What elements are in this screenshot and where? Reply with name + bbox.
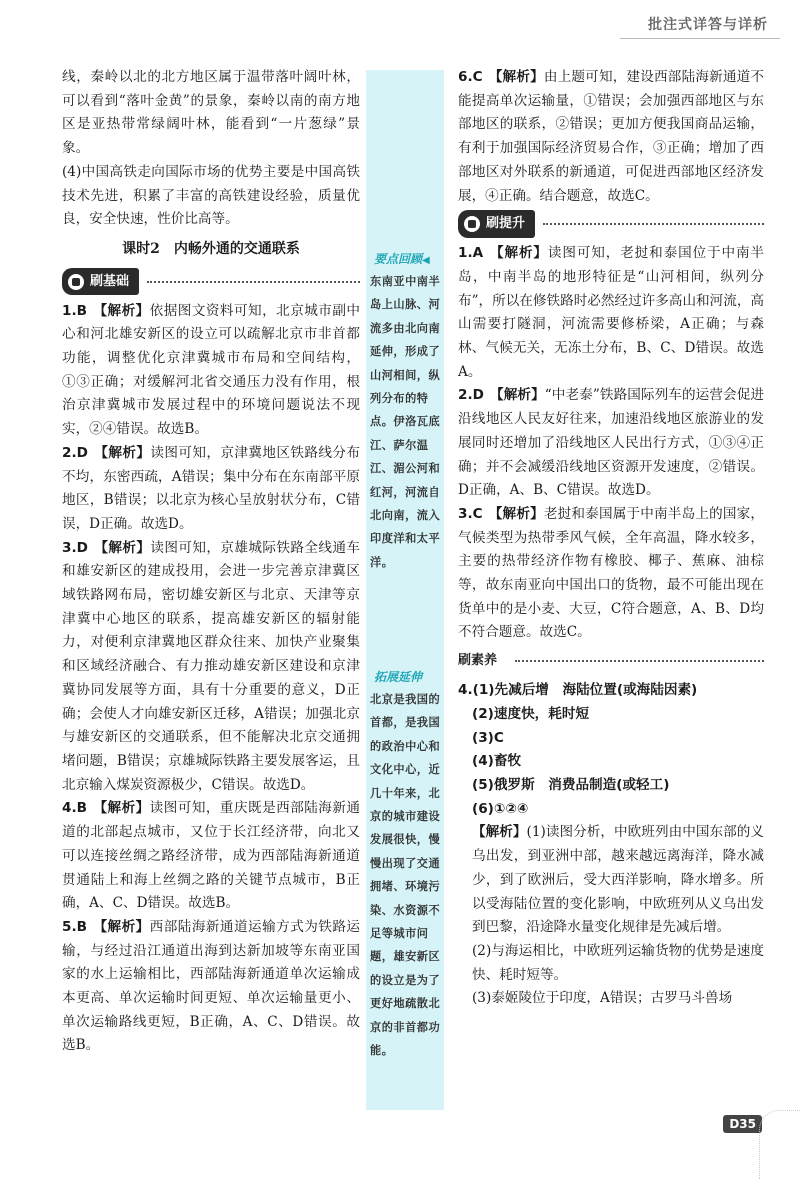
item-number: 6. [458, 69, 473, 85]
item-answer: B [76, 918, 87, 935]
item-answer: D [76, 444, 88, 461]
right-column [458, 66, 764, 1011]
item-answer: C [472, 69, 483, 85]
item-answer: D [472, 387, 484, 404]
analysis-tag: 【解析】 [93, 302, 150, 319]
sidebar-note-review: 东南亚中南半岛上山脉、河流多由北向南延伸，形成了山河相间，纵列分布的特点。伊洛瓦底江、萨尔温江、湄公河和红河，河流自北向南，流入印度洋和太平洋。 [370, 274, 441, 569]
q4-analysis-3: (3)泰姬陵位于印度，A错误；古罗马斗兽场 [472, 990, 733, 1007]
section-basic-label: 刷基础 [90, 273, 130, 289]
item-answer: A [472, 245, 484, 262]
q4-answer-line-1 [458, 679, 764, 703]
q4-answer-line-3: (3)C [472, 729, 504, 746]
item-number: 2. [458, 387, 473, 404]
item-text: 读图可知，京雄城际铁路全线通车和雄安新区的建成投用，会进一步完善京津冀区域铁路网布局，密切雄安新区与北京、天津等京津冀中心地区的联系，提高雄安新区的辐射能力，对便利京津冀地区群众往来、加快产业聚集和区域经济融合、有力推动雄安新区建设和京津冀协同发展等方面，具有十分重要的意义，D正确；会使人才向雄安新区迁移，A错误；加强北京与雄安新区的交通联系，但不能解决北京交通拥堵问题，B错误；京雄城际铁路主要发展客运，且北京输入煤炭资源极少，C错误。故选D。 [62, 539, 361, 793]
intro-paragraph-1: 线，秦岭以北的北方地区属于温带落叶阔叶林，可以看到“落叶金黄”的景象，秦岭以南的南方地区是亚热带常绿阔叶林，能看到“一片葱绿”景象。 [62, 69, 360, 157]
sidebar-title-extend: 拓展延伸 [374, 670, 423, 684]
item-text: “中老泰”铁路国际列车的运营会促进沿线地区人民友好往来，加速沿线地区旅游业的发展同时还增加了沿线地区人民出行方式，①③④正确；并不会减缓沿线地区资源开发速度，②错误。D正确，A、B、C错误。故选D。 [458, 387, 764, 499]
header-rule [620, 38, 780, 39]
q4-answer-line-5: (5)俄罗斯 消费品制造(或轻工) [472, 776, 670, 793]
item-answer: B [76, 302, 87, 319]
pencil-icon [464, 216, 480, 232]
intro-paragraph-2: (4)中国高铁走向国际市场的优势主要是中国高铁技术先进，积累了丰富的高铁建设经验，质量优良，安全快速，性价比高等。 [62, 163, 360, 228]
sidebar-title-review-text: 要点回顾 [374, 252, 423, 266]
answer-item-1 [62, 300, 360, 442]
answer-item-2 [62, 442, 360, 537]
section-improve-header [458, 212, 764, 236]
analysis-tag: 【解析】 [488, 505, 544, 522]
dotted-divider [147, 281, 360, 283]
answer-item-6 [458, 66, 764, 208]
item-number: 3. [458, 505, 473, 522]
analysis-tag: 【解析】 [489, 387, 545, 404]
dotted-divider [515, 660, 764, 662]
answer-item-4 [62, 797, 360, 916]
item-number: 5. [62, 918, 77, 935]
left-column [62, 66, 360, 1058]
q4-analysis-1 [458, 821, 764, 940]
item-number: 1. [458, 245, 473, 262]
section-literacy-badge [458, 647, 507, 675]
q4-line: (1)先减后增 海陆位置(或海陆因素) [472, 682, 698, 699]
analysis-text: (1)读图分析，中欧班列由中国东部的义乌出发，到亚洲中部，越来越远离海洋，降水减少，到了欧洲后，受大西洋影响，降水增多。所以受海陆位置的变化影响，中欧班列从义乌出发到巴黎，沿途降水量变化规律是先减后增。 [472, 824, 764, 936]
header-title: 批注式详答与详析 [648, 17, 768, 33]
analysis-tag: 【解析】 [93, 539, 151, 556]
section-basic-header [62, 270, 360, 294]
item-answer: C [472, 505, 483, 522]
section-improve-badge [458, 210, 535, 238]
item-text: 依据图文资料可知，北京城市副中心和河北雄安新区的设立可以疏解北京市非首都功能，调整优化京津冀城市布局和空间结构，①③正确；对缓解河北省交通压力没有作用，根治京津冀城市发展过程中的环境问题说法不现实，②④错误。故选B。 [62, 302, 361, 438]
improve-item-1 [458, 242, 764, 384]
lesson-title: 课时2 内畅外通的交通联系 [122, 240, 300, 257]
item-text: 读图可知，京津冀地区铁路线分布不均，东密西疏，A错误；集中分布在东南部平原地区，B错误；以北京为核心呈放射状分布，C错误，D正确。故选D。 [62, 444, 361, 532]
item-text: 西部陆海新通道运输方式为铁路运输，与经过沿江通道出海到达新加坡等东南亚国家的水上运输相比，西部陆海新通道单次运输成本更高、单次运输时间更短、单次运输量更小、单次运输路线更短，B正确，A、C、D错误。故选B。 [62, 918, 361, 1054]
analysis-tag: 【解析】 [93, 800, 150, 817]
analysis-tag: 【解析】 [472, 824, 527, 841]
section-literacy-label: 刷素养 [458, 653, 498, 669]
item-number: 3. [62, 539, 77, 556]
section-improve-label: 刷提升 [486, 216, 526, 232]
sidebar-note-extend: 北京是我国的首都，是我国的政治中心和文化中心，近几十年来，北京的城市建设发展很快，慢慢出现了交通拥堵、环境污染、水资源不足等城市问题，雄安新区的设立是为了更好地疏散北京的非首都功能。 [370, 692, 441, 1058]
answer-item-5 [62, 916, 360, 1058]
item-number: 4. [62, 800, 77, 817]
item-answer: D [76, 539, 88, 556]
item-text: 读图可知，重庆既是西部陆海新通道的北部起点城市，又位于长江经济带，向北又可以连接丝绸之路经济带，成为西部陆海新通道贯通陆上和海上丝绸之路的关键节点城市，B正确，A、C、D错误。故选B。 [62, 800, 361, 912]
arrow-left-icon: ◀ [422, 255, 430, 266]
analysis-tag: 【解析】 [93, 918, 150, 935]
item-number: 1. [62, 302, 77, 319]
section-basic-badge [62, 268, 139, 296]
improve-item-3 [458, 503, 764, 645]
analysis-tag: 【解析】 [489, 245, 548, 262]
page-number: D35 [723, 1115, 762, 1133]
answer-item-3 [62, 537, 360, 798]
page-corner-decoration [759, 1110, 800, 1179]
q4-analysis-2: (2)与海运相比，中欧班列运输货物的优势是速度快、耗时短等。 [472, 942, 764, 983]
item-number: 2. [62, 444, 77, 461]
q4-answer-line-2: (2)速度快，耗时短 [472, 705, 590, 722]
item-text: 读图可知，老挝和泰国位于中南半岛，中南半岛的地形特征是“山河相间，纵列分布”，所以在修铁路时必然经过许多高山和河流，高山需要打隧洞，河流需要修桥梁，A正确；与森林、气候无关，无冻土分布，B、C、D错误。故选A。 [458, 245, 765, 380]
item-text: 老挝和泰国属于中南半岛上的国家，气候类型为热带季风气候，全年高温，降水较多，主要的热带经济作物有橡胶、椰子、蕉麻、油棕等，故东南亚向中国出口的货物，最不可能出现在货单中的是小麦、大豆，C符合题意，A、B、D均不符合题意。故选C。 [458, 505, 765, 641]
sidebar-title-review [374, 250, 430, 267]
section-literacy-header [458, 649, 764, 673]
item-number: 4. [458, 682, 473, 699]
item-text: 由上题可知，建设西部陆海新通道不能提高单次运输量，①错误；会加强西部地区与东部地区的联系，②错误；更加方便我国商品运输，有利于加强国际经济贸易合作，③正确；增加了西部地区对外联系的新通道，可促进西部地区经济发展，④正确。结合题意，故选C。 [458, 69, 765, 204]
page-header [0, 0, 800, 64]
q4-answer-line-6: (6)①②④ [472, 800, 529, 817]
improve-item-2 [458, 384, 764, 503]
q4-answer-line-4: (4)畜牧 [472, 753, 522, 770]
item-answer: B [76, 800, 87, 817]
dotted-divider [543, 223, 764, 225]
analysis-tag: 【解析】 [93, 444, 151, 461]
analysis-tag: 【解析】 [488, 69, 544, 85]
pencil-icon [68, 274, 84, 290]
